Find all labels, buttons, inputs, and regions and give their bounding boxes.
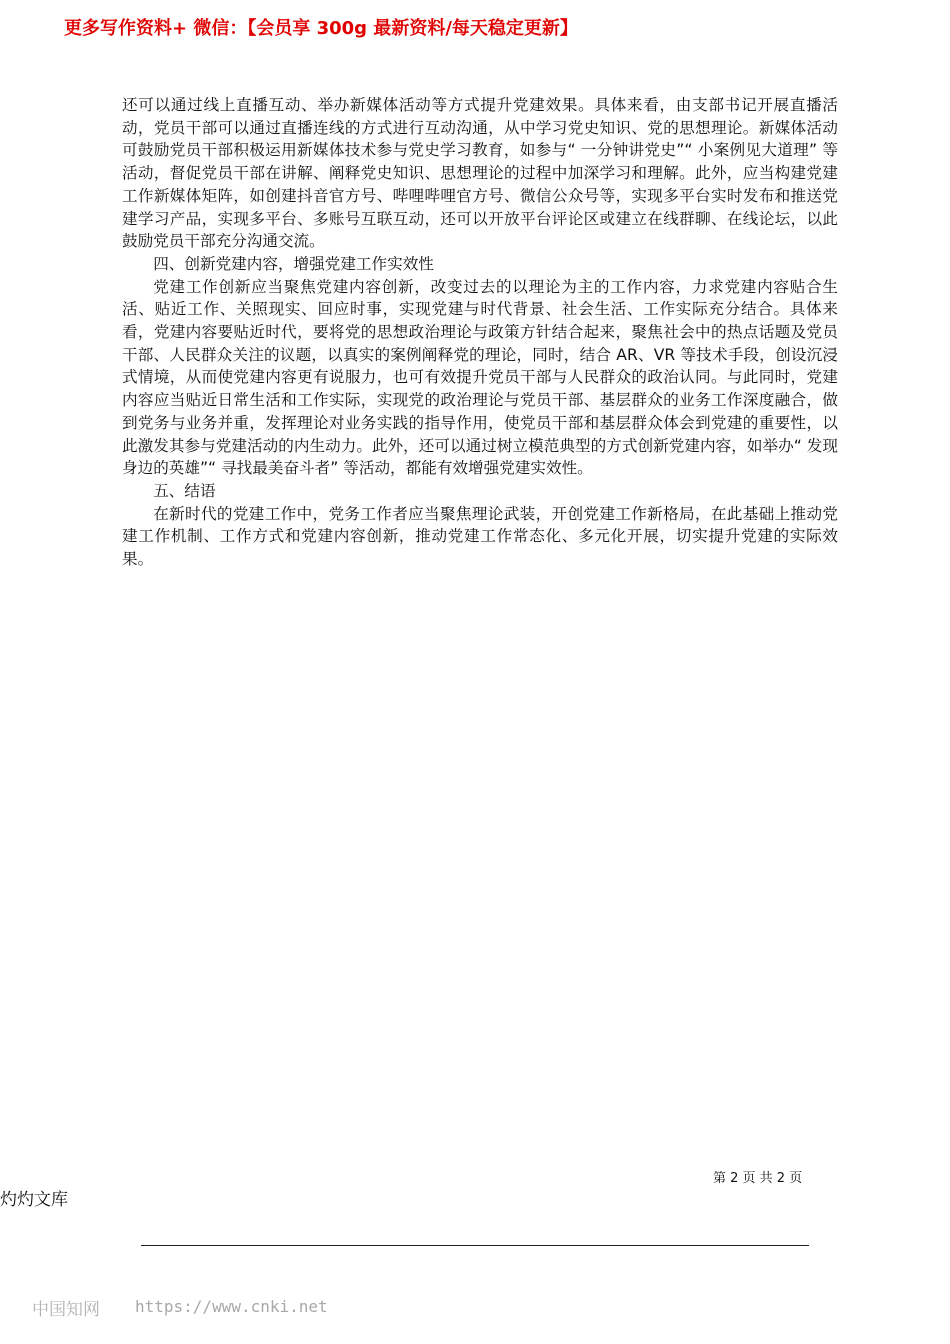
footer-divider bbox=[141, 1245, 809, 1246]
paragraph-continued: 还可以通过线上直播互动、举办新媒体活动等方式提升党建效果。具体来看，由支部书记开展直播活动，党员干部可以通过直播连线的方式进行互动沟通，从中学习党史知识、党的思想理论。新媒体活动可鼓励党员干部积极运用新媒体技术参与党史学习教育，如参与“ 一分钟讲党史”“ 小案例见大道理” 等活动，督促党员干部在讲解、阐释党史知识、思想理论的过程中加深学习和理解。此外，应当构建党建工作新媒体矩阵，如创建抖音官方号、哔哩哔哩官方号、微信公众号等，实现多平台实时发布和推送党建学习产品，实现多平台、多账号互联互动，还可以开放平台评论区或建立在线群聊、在线论坛，以此鼓励党员干部充分沟通交流。 bbox=[122, 96, 838, 251]
paragraph: 党建工作创新应当聚焦党建内容创新，改变过去的以理论为主的工作内容，力求党建内容贴合生活、贴近工作、关照现实、回应时事，实现党建与时代背景、社会生活、工作实际充分结合。具体来看，党建内容要贴近时代，要将党的思想政治理论与政策方针结合起来，聚焦社会中的热点话题及党员干部、人民群众关注的议题，以真实的案例阐释党的理论，同时，结合 AR、VR 等技术手段，创设沉浸式情境，从而使党建内容更有说服力，也可有效提升党员干部与人民群众的政治认同。与此同时，党建内容应当贴近日常生活和工作实际，实现党的政治理论与党员干部、基层群众的业务工作深度融合，做到党务与业务并重，发挥理论对业务实践的指导作用，使党员干部和基层群众体会到党建的重要性，以此激发其参与党建活动的内生动力。此外，还可以通过树立模范典型的方式创新党建内容，如举办“ 发现身边的英雄”“ 寻找最美奋斗者” 等活动，都能有效增强党建实效性。 bbox=[122, 277, 838, 478]
paragraph: 在新时代的党建工作中，党务工作者应当聚焦理论武装，开创党建工作新格局，在此基础上推动党建工作机制、工作方式和党建内容创新，推动党建工作常态化、多元化开展，切实提升党建的实际效果。 bbox=[122, 504, 838, 569]
page-number: 第 2 页 共 2 页 bbox=[713, 1171, 803, 1186]
footer-url-link[interactable]: https://www.cnki.net bbox=[135, 1297, 328, 1316]
section-heading-4: 四、创新党建内容，增强党建工作实效性 bbox=[153, 254, 434, 273]
promo-banner: 更多写作资料+ 微信：【会员享 300g 最新资料/每天稳定更新】 bbox=[64, 18, 578, 39]
cnki-logo: 中国知网 bbox=[32, 1300, 100, 1320]
article-body bbox=[122, 94, 838, 571]
section-heading-5: 五、结语 bbox=[153, 481, 216, 500]
library-name: 灼灼文库 bbox=[0, 1190, 68, 1210]
